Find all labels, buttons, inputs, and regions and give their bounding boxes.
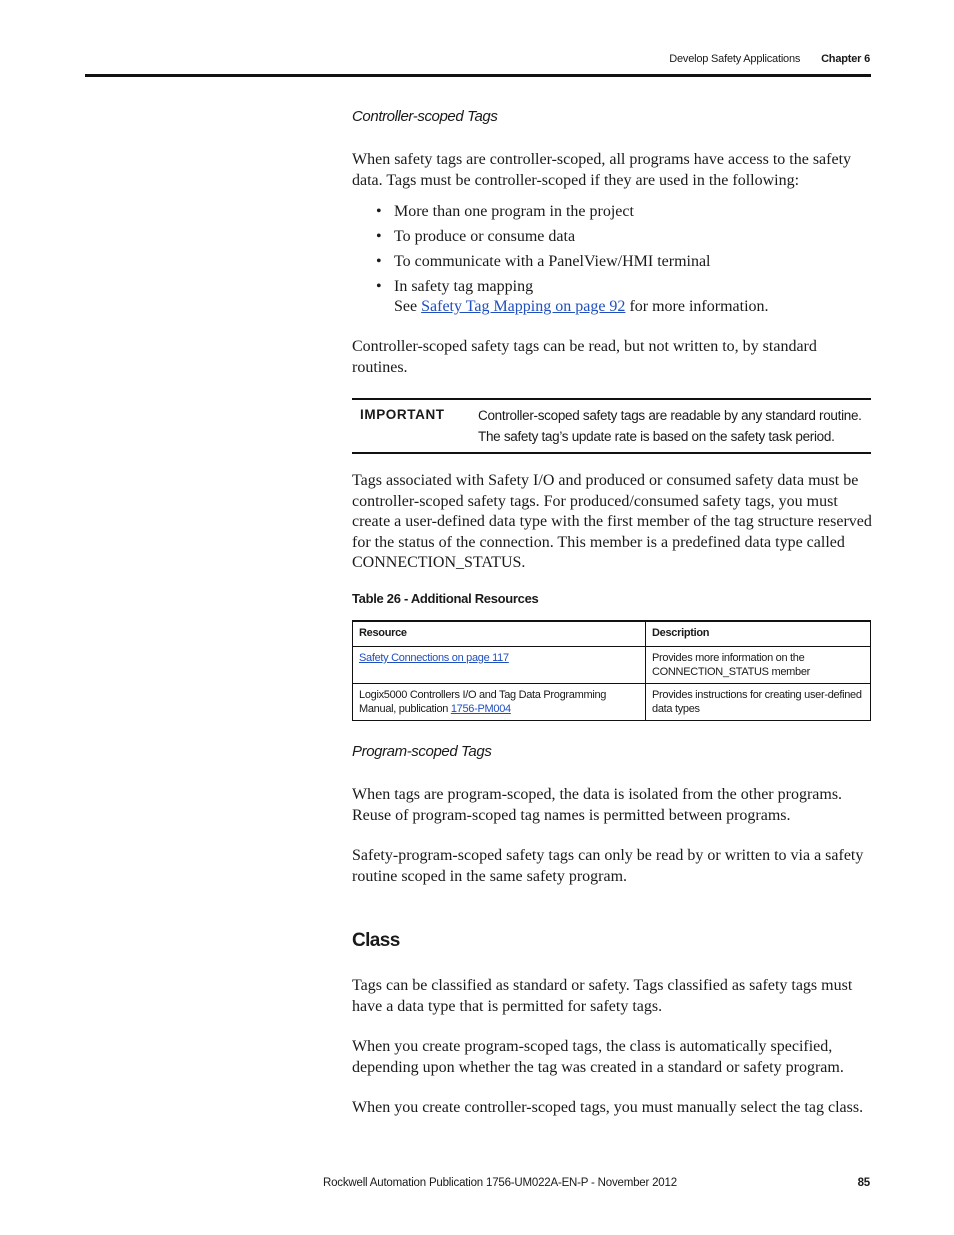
bullet-icon: • — [376, 278, 382, 295]
list-item: • To produce or consume data — [376, 228, 576, 245]
column-header-description: Description — [646, 621, 871, 647]
resource-cell — [353, 647, 646, 684]
controller-scoped-intro: When safety tags are controller-scoped, all programs have access to the safety data. Tags must be controller-scoped if they are used in the following: — [352, 151, 852, 189]
bullet-icon: • — [376, 203, 382, 220]
additional-resources-table — [352, 620, 871, 721]
safety-connections-link[interactable]: Safety Connections on page 117 — [359, 652, 509, 664]
table-row — [353, 647, 871, 684]
program-scoped-p2: Safety-program-scoped safety tags can only be read by or written to via a safety routine scoped in the same safety program. — [352, 847, 864, 885]
tags-paragraph: Tags associated with Safety I/O and produced or consumed safety data must be controller-scoped safety tags. For produced/consumed safety tags, you must create a user-defined data type with the first member of the tag structure reserved for the status of the connection. This member is a predefined data type called CONNECTION_STATUS. — [352, 472, 872, 571]
safety-tag-mapping-link[interactable]: Safety Tag Mapping on page 92 — [421, 298, 626, 315]
class-p2: When you create program-scoped tags, the class is automatically specified, depending upon whether the tag was created in a standard or safety program. — [352, 1038, 844, 1076]
header-rule — [85, 74, 871, 77]
bullet-icon: • — [376, 228, 382, 245]
header-chapter: Chapter 6 — [821, 53, 870, 65]
table-header-row — [353, 621, 871, 647]
program-scoped-p1: When tags are program-scoped, the data is isolated from the other programs. Reuse of program-scoped tag names is permitted between programs. — [352, 786, 843, 824]
description-cell: Provides instructions for creating user-defined data types — [646, 684, 871, 721]
controller-scoped-list — [352, 202, 872, 322]
see-prefix: See — [394, 298, 422, 315]
class-p3: When you create controller-scoped tags, you must manually select the tag class. — [352, 1099, 864, 1116]
publication-1756-pm004-link[interactable]: 1756-PM004 — [450, 703, 511, 715]
bullet-icon: • — [376, 253, 382, 270]
important-label: IMPORTANT — [360, 407, 445, 422]
controller-scoped-note: Controller-scoped safety tags can be read, but not written to, by standard routines. — [352, 338, 817, 376]
class-p1: Tags can be classified as standard or safety. Tags classified as safety tags must have a data type that is permitted for safety tags. — [352, 977, 853, 1015]
column-header-resource: Resource — [353, 621, 646, 647]
header-section-title: Develop Safety Applications — [669, 53, 801, 65]
heading-class: Class — [352, 930, 400, 951]
footer-publication: Rockwell Automation Publication 1756-UM022A-EN-P - November 2012 — [323, 1177, 677, 1189]
subheading-controller-scoped: Controller-scoped Tags — [352, 108, 498, 125]
page-number: 85 — [857, 1177, 870, 1189]
list-item: • In safety tag mapping See Safety Tag Mapping on page 92 for more information. — [376, 278, 769, 315]
description-cell: Provides more information on the CONNECTION_STATUS member — [646, 647, 871, 684]
important-callout — [352, 398, 871, 454]
table-caption: Table 26 - Additional Resources — [352, 591, 539, 606]
important-text: Controller-scoped safety tags are readable by any standard routine. The safety tag’s update rate is based on the safety task period. — [478, 408, 862, 444]
subheading-program-scoped: Program-scoped Tags — [352, 743, 492, 760]
list-item: • More than one program in the project — [376, 203, 634, 220]
list-item: • To communicate with a PanelView/HMI terminal — [376, 253, 711, 270]
resource-cell: Logix5000 Controllers I/O and Tag Data Programming Manual, publication 1756-PM004 — [353, 684, 646, 721]
table-row — [353, 684, 871, 721]
see-suffix: for more information. — [625, 298, 769, 315]
running-header — [669, 53, 870, 65]
